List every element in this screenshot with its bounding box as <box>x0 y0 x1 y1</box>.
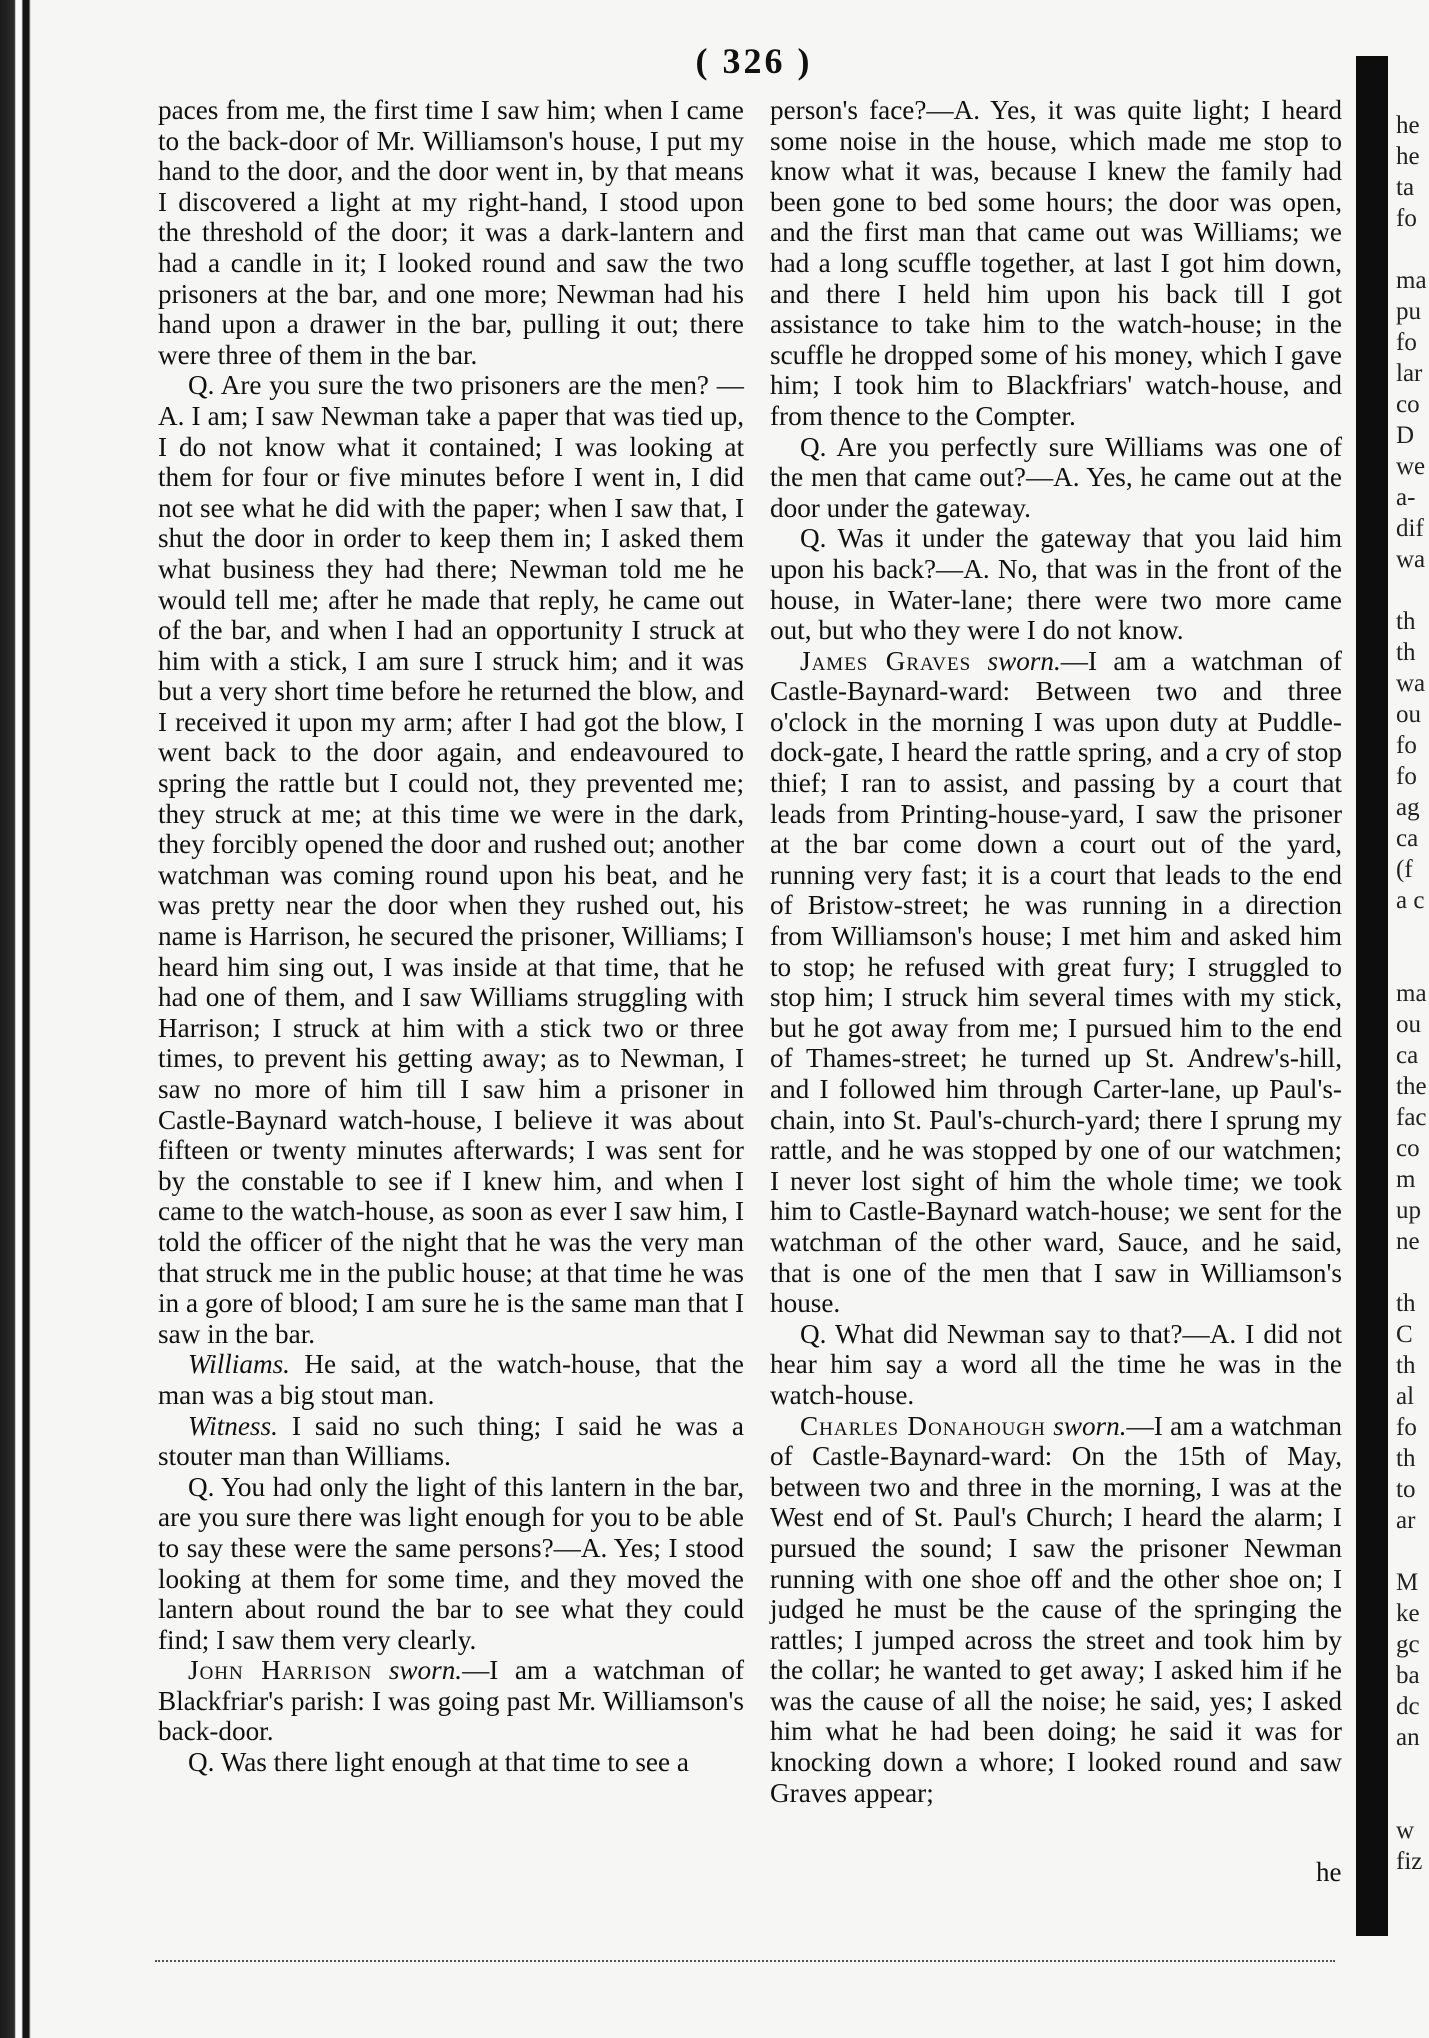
text-run: —I am a watchman of Castle-Baynard-ward: On the 15th of May, between two and three in the morning, I was at the West end of St. Paul's Church; I heard the alarm; I pursued the sound; I saw the prisoner Newman running with one shoe off and the other shoe on; I judged he must be the cause of the springing the rattles; I jumped across the street and took him by the collar; he wanted to get away; I asked him if he was the cause of all the noise; he said, yes; I asked him what he had been doing; he said it was for knocking down a whore; I looked round and saw Graves appear; <box>770 1410 1342 1808</box>
footer-rule <box>155 1960 1335 1962</box>
paragraph <box>158 95 744 370</box>
paragraph <box>158 1655 744 1747</box>
left-column <box>158 95 744 1778</box>
text-run: paces from me, the first time I saw him; when I came to the back-door of Mr. Williamson's house, I put my hand to the door, and the door went in, by that means I discovered a light at my right-hand, I stood upon the threshold of the door; it was a dark-lantern and had a candle in it; I looked round and saw the two prisoners at the bar, and one more; Newman had his hand upon a drawer in the bar, pulling it out; there were three of them in the bar. <box>158 95 744 370</box>
paragraph <box>770 432 1342 524</box>
text-run: Q. Was there light enough at that time to see a <box>188 1747 689 1778</box>
page-number: ( 326 ) <box>695 41 813 81</box>
speaker-name: James Graves <box>800 645 972 676</box>
paragraph <box>770 646 1342 1319</box>
italic-text: Witness. <box>188 1410 278 1441</box>
facing-page-fragment: he he ta fo ma pu fo lar co D we a- dif wa th th wa ou fo fo ag ca (f a c ma ou ca the fac co m up ne th C th al fo th to ar M ke gc ba dc an w fiz <box>1396 112 1427 1875</box>
catchword: he <box>1316 1857 1342 1887</box>
right-column <box>770 95 1342 1808</box>
text-run: —I am a watchman of Castle-Baynard-ward: Between two and three o'clock in the morning I was upon duty at Puddle-dock-gate, I heard the rattle spring, and a cry of stop thief; I ran to assist, and passing by a court that leads from Printing-house-yard, I saw the prisoner at the bar come down a court out of the yard, running very fast; it is a court that leads to the end of Bristow-street; he was running in a direction from Williamson's house; I met him and asked him to stop; he refused with great fury; I struggled to stop him; I struck him several times with my stick, but he got away from me; I pursued him to the end of Thames-street; he turned up St. Andrew's-hill, and I followed him through Carter-lane, up Paul's-chain, into St. Paul's-church-yard; there I sprung my rattle, and he was stopped by one of our watchmen; I never lost sight of him the whole time; we took him to Castle-Baynard watch-house; we sent for the watchman of the other ward, Sauce, and he said, that is one of the men that I saw in Williamson's house. <box>770 645 1342 1319</box>
paragraph <box>158 370 744 1349</box>
speaker-name: Charles Donahough <box>800 1410 1046 1441</box>
text-run <box>971 646 987 676</box>
gutter-shadow <box>1356 56 1388 1936</box>
text-run: Q. You had only the light of this lantern in the bar, are you sure there was light enough for you to be able to say these were the same persons?—A. Yes; I stood looking at them for some time, and they moved the lantern about round the bar to see what they could find; I saw them very clearly. <box>158 1471 744 1655</box>
binding-edge <box>0 0 48 2038</box>
paragraph <box>158 1747 744 1778</box>
paragraph <box>158 1349 744 1410</box>
text-run: Q. Are you perfectly sure Williams was one of the men that came out?—A. Yes, he came out at the door under the gateway. <box>770 431 1342 523</box>
text-run: Q. Are you sure the two prisoners are the men? —A. I am; I saw Newman take a paper that was tied up, I do not know what it contained; I was looking at them for four or five minutes before I went in, I did not see what he did with the paper; when I saw that, I shut the door in order to keep them in; I asked them what business they had there; Newman told me he would tell me; after he made that reply, he came out of the bar, and when I had an opportunity I struck at him with a stick, I am sure I struck him; and it was but a very short time before he returned the blow, and I received it upon my arm; after I had got the blow, I went back to the door again, and endeavoured to spring the rattle but I could not, they prevented me; they struck at me; at this time we were in the dark, they forcibly opened the door and rushed out; another watchman was coming round upon his beat, and he was pretty near the door when they rushed out, his name is Harrison, he secured the prisoner, Williams; I heard him sing out, I was inside at that time, that he had one of them, and I saw Williams struggling with Harrison; I struck at him with a stick two or three times, to prevent his getting away; as to Newman, I saw no more of him till I saw him a prisoner in Castle-Baynard watch-house, I believe it was about fifteen or twenty minutes afterwards; I was sent for by the constable to see if I knew him, and when I came to the watch-house, as soon as ever I saw him, I told the officer of the night that he was the very man that struck me in the public house; at that time he was in a gore of blood; I am sure he is the same man that I saw in the bar. <box>158 370 744 1349</box>
text-run: —I am a watchman of Blackfriar's parish: I was going past Mr. Williamson's back-door. <box>158 1655 745 1747</box>
text-run <box>372 1655 389 1685</box>
text-run: person's face?—A. Yes, it was quite light; I heard some noise in the house, which made me stop to know what it was, because I knew the family had been gone to bed some hours; the door was open, and the first man that came out was Williams; we had a long scuffle together, at last I got him down, and there I held him upon his back till I got assistance to take him to the watch-house; in the scuffle he dropped some of his money, which I gave him; I took him to Blackfriars' watch-house, and from thence to the Compter. <box>770 95 1342 431</box>
text-run: Q. Was it under the gateway that you laid him upon his back?—A. No, that was in the front of the house, in Water-lane; there were two more came out, but who they were I do not know. <box>770 523 1342 646</box>
italic-text: sworn. <box>987 645 1061 676</box>
speaker-name: John Harrison <box>188 1655 373 1686</box>
paragraph <box>770 523 1342 645</box>
paragraph <box>770 95 1342 432</box>
paragraph <box>158 1472 744 1656</box>
paragraph <box>770 1319 1342 1411</box>
italic-text: sworn. <box>388 1655 463 1686</box>
text-run: He said, at the watch-house, that the man was a big stout man. <box>158 1349 744 1410</box>
italic-text: sworn. <box>1053 1410 1127 1441</box>
paragraph <box>770 1411 1342 1809</box>
text-run: Q. What did Newman say to that?—A. I did not hear him say a word all the time he was in the watch-house. <box>770 1318 1342 1410</box>
paragraph <box>158 1411 744 1472</box>
text-run: I said no such thing; I said he was a stouter man than Williams. <box>158 1410 744 1472</box>
italic-text: Williams. <box>188 1349 290 1380</box>
